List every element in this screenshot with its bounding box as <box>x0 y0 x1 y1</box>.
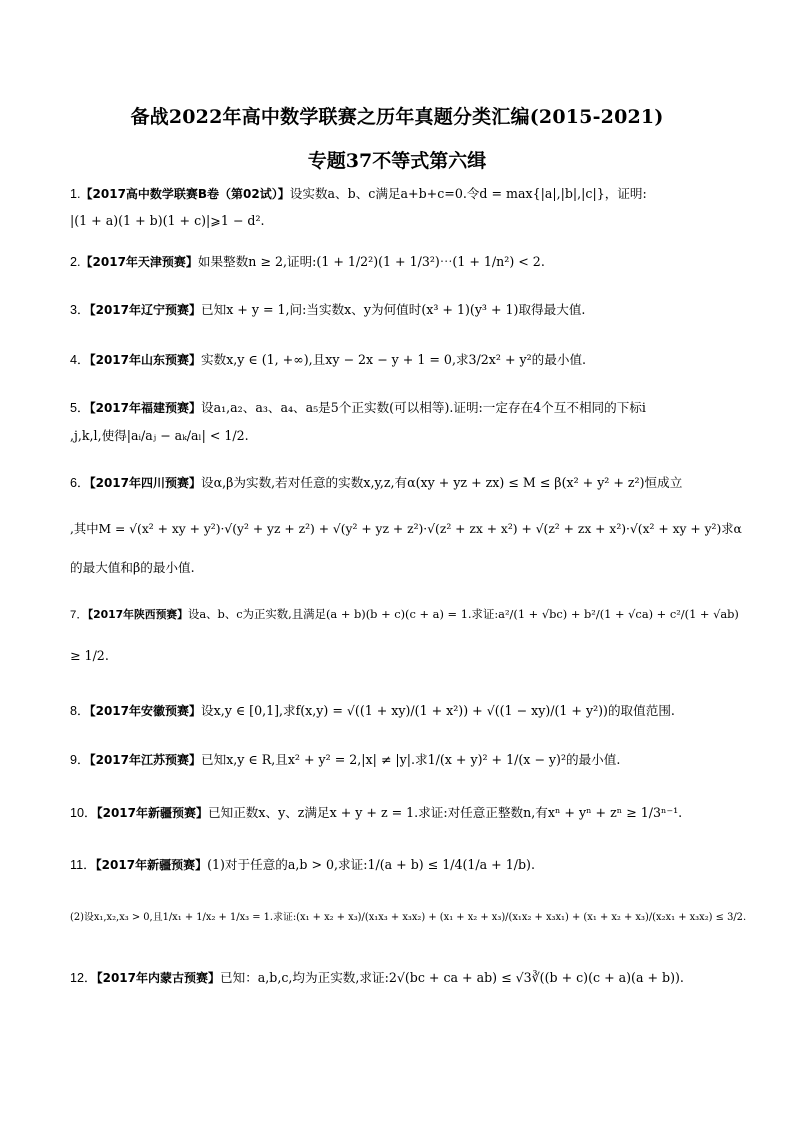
problem-source-tag: 【2017年安徽预赛】 <box>89 704 202 718</box>
problem-source-tag: 【2017年内蒙古预赛】 <box>96 971 221 985</box>
problem-5-line-1 <box>70 400 730 416</box>
problem-text: 如果整数n ≥ 2,证明:(1 + 1/2²)(1 + 1/3²)⋯(1 + 1/n²) < 2. <box>197 254 545 269</box>
problem-text: ≥ 1/2. <box>70 648 109 663</box>
problem-7-line-1 <box>70 606 739 623</box>
problem-number: 8． <box>70 704 90 718</box>
problem-11-line-1 <box>70 857 730 873</box>
problem-10-line-1 <box>70 805 730 821</box>
problem-number: 2. <box>70 255 81 269</box>
problem-text: 已知：a,b,c,均为正实数,求证:2√(bc + ca + ab) ≤ √3∛((b + c)(c + a)(a + b)). <box>220 970 684 985</box>
problem-9-line-1 <box>70 752 730 768</box>
problem-source-tag: 【2017年天津预赛】 <box>80 255 198 269</box>
problem-number: 3． <box>70 303 90 317</box>
problem-2-line-1 <box>70 254 730 270</box>
problem-source-tag: 【2017年新疆预赛】 <box>95 858 208 872</box>
problem-source-tag: 【2017年四川预赛】 <box>89 476 202 490</box>
problem-text: 实数x,y ∈ (1, +∞),且xy − 2x − y + 1 = 0,求3/2x² + y²的最小值. <box>201 352 587 367</box>
problem-12-line-1 <box>70 970 730 986</box>
problem-number: 9． <box>70 753 90 767</box>
problem-text: |(1 + a)(1 + b)(1 + c)|⩾1 − d². <box>70 213 265 228</box>
problem-1-line-2 <box>70 213 730 229</box>
problem-text: (2)设x₁,x₂,x₃ > 0,且1/x₁ + 1/x₂ + 1/x₃ = 1.求证:(x₁ + x₂ + x₃)/(x₁x₃ + x₃x₂) + (x₁ + x₂ + x₃)/(x₁x₂ + x₃x₁) + (x₁ + x₂ + x₃)/(x₂x₁ + x₃x₂) ≤ 3/2. <box>70 912 747 923</box>
problem-number: 7． <box>70 609 88 621</box>
problem-text: 设α,β为实数,若对任意的实数x,y,z,有α(xy + yz + zx) ≤ M ≤ β(x² + y² + z²)恒成立 <box>201 475 683 490</box>
problem-text: 设x,y ∈ [0,1],求f(x,y) = √((1 + xy)/(1 + x²)) + √((1 − xy)/(1 + y²))的取值范围. <box>201 703 675 718</box>
problem-6-line-3 <box>70 560 730 576</box>
problem-text: 已知x,y ∈ R,且x² + y² = 2,|x| ≠ |y|.求1/(x + y)² + 1/(x − y)²的最小值. <box>201 752 621 767</box>
problem-text: 的最大值和β的最小值. <box>70 560 195 575</box>
problem-1-line-1 <box>70 186 730 202</box>
problem-text: 已知x + y = 1,问:当实数x、y为何值时(x³ + 1)(y³ + 1)取得最大值. <box>201 302 586 317</box>
document-subtitle: 专题37不等式第六缉 <box>307 150 487 172</box>
problem-text: 设实数a、b、c满足a+b+c=0.令d = max{|a|,|b|,|c|}，证明: <box>289 186 647 201</box>
problem-source-tag: 【2017年江苏预赛】 <box>89 753 202 767</box>
problem-text: (1)对于任意的a,b > 0,求证:1/(a + b) ≤ 1/4(1/a + 1/b). <box>207 857 535 872</box>
problem-source-tag: 【2017高中数学联赛B卷（第02试）】 <box>80 187 290 201</box>
problem-7-line-2 <box>70 648 730 664</box>
problem-text: 设a、b、c为正实数,且满足(a + b)(b + c)(c + a) = 1.求证:a²/(1 + √bc) + b²/(1 + √ca) + c²/(1 + √ab) <box>187 607 739 621</box>
problem-text: 已知正数x、y、z满足x + y + z = 1.求证:对任意正整数n,有xⁿ + yⁿ + zⁿ ≥ 1/3ⁿ⁻¹. <box>208 805 683 820</box>
problem-5-line-2 <box>70 428 730 444</box>
problem-source-tag: 【2017年新疆预赛】 <box>96 806 209 820</box>
problem-source-tag: 【2017年陕西预赛】 <box>87 608 188 621</box>
problem-number: 4． <box>70 353 90 367</box>
problem-number: 10． <box>70 806 97 820</box>
problem-3-line-1 <box>70 302 730 318</box>
problem-8-line-1 <box>70 703 730 719</box>
problem-number: 5． <box>70 401 90 415</box>
problem-6-line-2 <box>70 521 742 537</box>
problem-number: 12． <box>70 971 97 985</box>
problem-text: ,j,k,l,使得|aᵢ/aⱼ − aₖ/aₗ| < 1/2. <box>70 428 249 443</box>
problem-source-tag: 【2017年辽宁预赛】 <box>89 303 202 317</box>
problem-text: ,其中M = √(x² + xy + y²)·√(y² + yz + z²) + √(y² + yz + z²)·√(z² + zx + x²) + √(z² + zx + x²)·√(x² + xy + y²)求α <box>70 522 742 536</box>
problem-6-line-1 <box>70 475 730 491</box>
problem-source-tag: 【2017年山东预赛】 <box>89 353 202 367</box>
problem-number: 1. <box>70 187 81 201</box>
problem-4-line-1 <box>70 352 730 368</box>
problem-number: 11． <box>70 858 96 872</box>
document-title: 备战2022年高中数学联赛之历年真题分类汇编(2015-2021) <box>130 106 664 128</box>
problem-text: 设a₁,a₂、a₃、a₄、a₅是5个正实数(可以相等).证明:一定存在4个互不相同的下标i <box>201 400 646 415</box>
problem-11-line-2 <box>70 910 747 926</box>
problem-number: 6． <box>70 476 90 490</box>
problem-source-tag: 【2017年福建预赛】 <box>89 401 202 415</box>
